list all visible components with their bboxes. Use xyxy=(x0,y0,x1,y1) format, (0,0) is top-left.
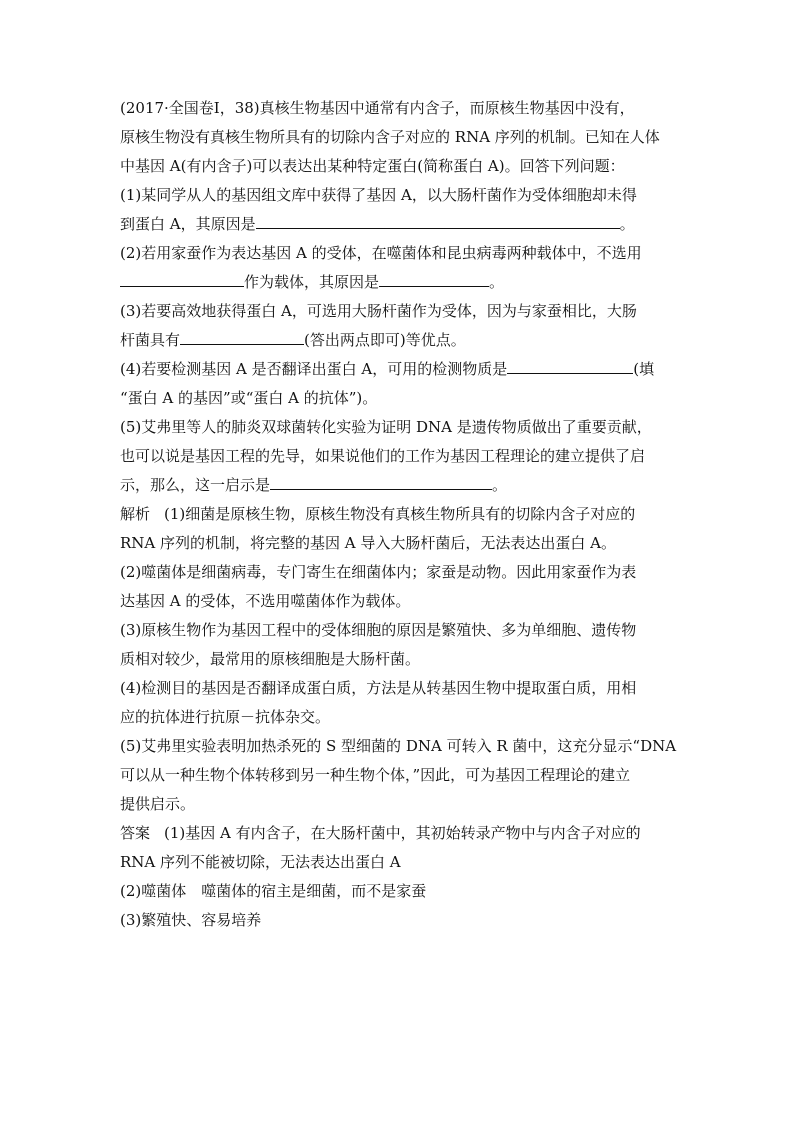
question-1-prefix: 到蛋白 A，其原因是 xyxy=(120,215,256,233)
question-intro-line-2: 原核生物没有真核生物所具有的切除内含子对应的 RNA 序列的机制。已知在人体 xyxy=(120,128,660,146)
question-3-prefix: 杆菌具有 xyxy=(120,331,181,349)
analysis-line-1 xyxy=(120,504,676,524)
question-5-line-3 xyxy=(120,475,676,495)
question-5-prefix: 示，那么，这一启示是 xyxy=(120,476,271,494)
question-2-middle: 作为载体，其原因是 xyxy=(244,273,380,291)
question-4-line-2: “蛋白 A 的基因”或“蛋白 A 的抗体”)。 xyxy=(120,389,378,407)
analysis-line-2: RNA 序列的机制，将完整的基因 A 导入大肠杆菌后，无法表达出蛋白 A。 xyxy=(120,534,616,552)
analysis-line-10: 可以从一种生物个体转移到另一种生物个体，”因此，可为基因工程理论的建立 xyxy=(120,766,631,784)
answer-label: 答案 xyxy=(120,824,151,842)
answer-line-1 xyxy=(120,823,676,843)
question-2-blank-2[interactable] xyxy=(379,272,489,287)
analysis-line-9: (5)艾弗里实验表明加热杀死的 S 型细菌的 DNA 可转入 R 菌中，这充分显示“DNA xyxy=(120,737,677,755)
question-5-line-1: (5)艾弗里等人的肺炎双球菌转化实验为证明 DNA 是遗传物质做出了重要贡献， xyxy=(120,418,652,436)
analysis-line-5: (3)原核生物作为基因工程中的受体细胞的原因是繁殖快、多为单细胞、遗传物 xyxy=(120,621,637,639)
analysis-label: 解析 xyxy=(120,505,151,523)
analysis-line-4: 达基因 A 的受体，不选用噬菌体作为载体。 xyxy=(120,592,411,610)
question-2-line-2 xyxy=(120,272,676,292)
question-intro-line-1: (2017·全国卷Ⅰ，38)真核生物基因中通常有内含子，而原核生物基因中没有， xyxy=(120,99,635,117)
analysis-line-3: (2)噬菌体是细菌病毒，专门寄生在细菌体内；家蚕是动物。因此用家蚕作为表 xyxy=(120,563,637,581)
question-3-line-2 xyxy=(120,330,676,350)
analysis-line-8: 应的抗体进行抗原－抗体杂交。 xyxy=(120,708,331,726)
answer-line-4: (3)繁殖快、容易培养 xyxy=(120,911,262,929)
question-2-blank-1[interactable] xyxy=(120,272,244,287)
question-5-answer-blank[interactable] xyxy=(270,475,492,490)
answer-line-3: (2)噬菌体 噬菌体的宿主是细菌，而不是家蚕 xyxy=(120,882,427,900)
question-3-line-1: (3)若要高效地获得蛋白 A，可选用大肠杆菌作为受体，因为与家蚕相比，大肠 xyxy=(120,302,637,320)
question-1-suffix: 。 xyxy=(619,215,635,233)
answer-1-text: (1)基因 A 有内含子，在大肠杆菌中，其初始转录产物中与内含子对应的 xyxy=(164,824,641,842)
analysis-line-6: 质相对较少，最常用的原核细胞是大肠杆菌。 xyxy=(120,650,421,668)
question-1-line-2 xyxy=(120,214,676,234)
question-3-suffix: (答出两点即可)等优点。 xyxy=(304,331,466,349)
analysis-line-7: (4)检测目的基因是否翻译成蛋白质，方法是从转基因生物中提取蛋白质，用相 xyxy=(120,679,637,697)
question-4-prefix: (4)若要检测基因 A 是否翻译出蛋白 A，可用的检测物质是 xyxy=(120,360,508,378)
analysis-1-text: (1)细菌是原核生物，原核生物没有真核生物所具有的切除内含子对应的 xyxy=(164,505,636,523)
question-5-line-2: 也可以说是基因工程的先导，如果说他们的工作为基因工程理论的建立提供了启 xyxy=(120,447,646,465)
question-4-answer-blank[interactable] xyxy=(507,359,633,374)
answer-line-2: RNA 序列不能被切除，无法表达出蛋白 A xyxy=(120,853,401,871)
question-2-suffix: 。 xyxy=(489,273,505,291)
question-5-suffix: 。 xyxy=(492,476,508,494)
question-1-line-1: (1)某同学从人的基因组文库中获得了基因 A，以大肠杆菌作为受体细胞却未得 xyxy=(120,186,637,204)
question-3-answer-blank[interactable] xyxy=(180,330,304,345)
question-4-line-1 xyxy=(120,359,676,379)
analysis-line-11: 提供启示。 xyxy=(120,795,196,813)
question-2-line-1: (2)若用家蚕作为表达基因 A 的受体，在噬菌体和昆虫病毒两种载体中，不选用 xyxy=(120,244,642,262)
question-4-suffix: (填 xyxy=(633,360,655,378)
question-intro-line-3: 中基因 A(有内含子)可以表达出某种特定蛋白(简称蛋白 A)。回答下列问题： xyxy=(120,157,625,175)
question-1-answer-blank[interactable] xyxy=(256,214,620,229)
document-page xyxy=(120,98,676,930)
